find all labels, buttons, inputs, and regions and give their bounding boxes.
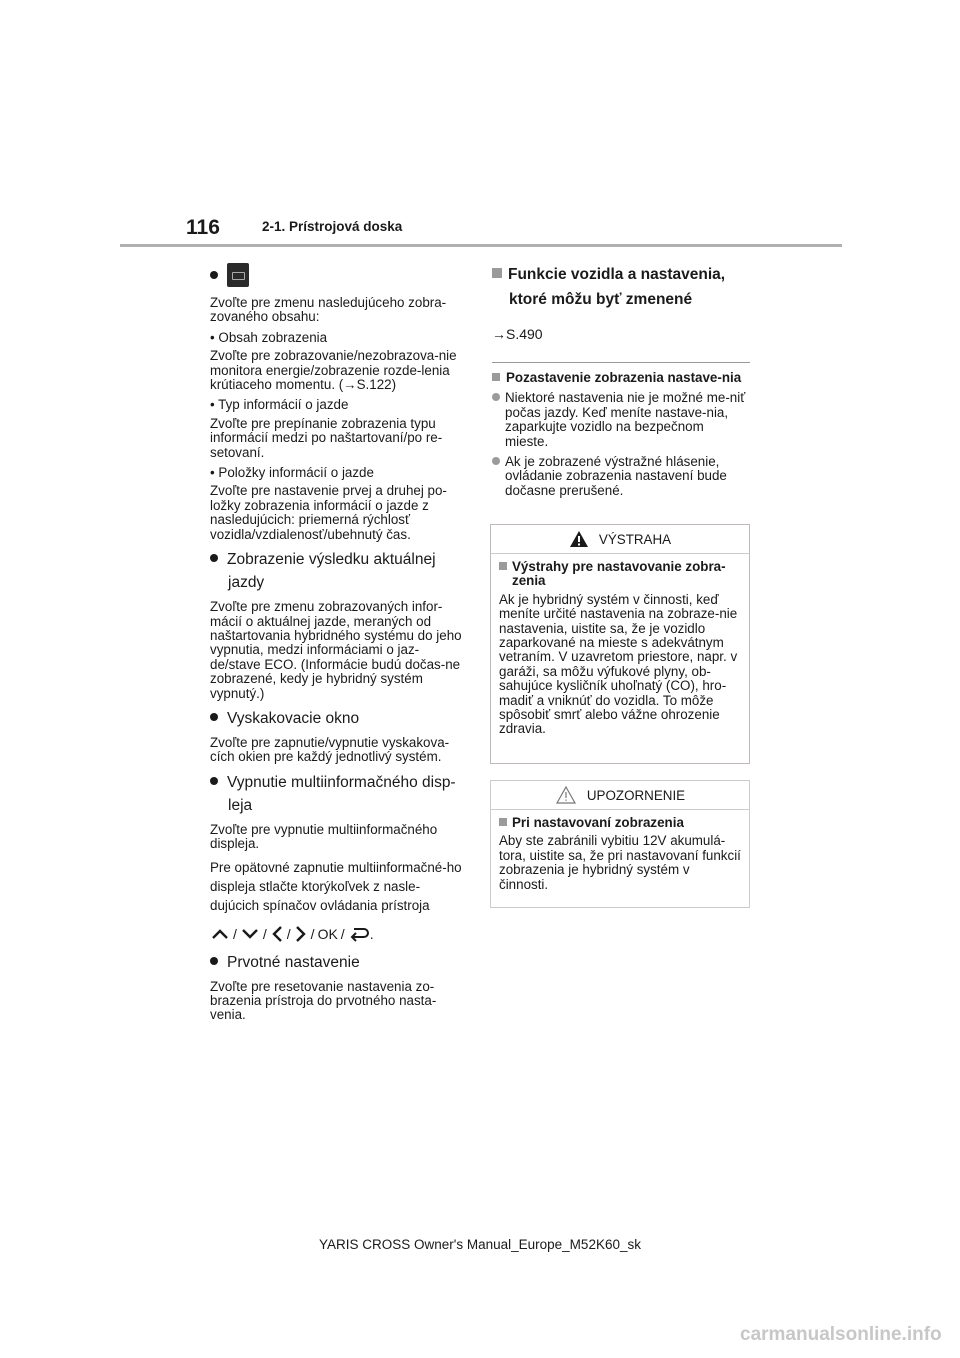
icon-intro-text: Zvoľte pre zmenu nasledujúceho zobra-zovaného obsahu:	[210, 295, 447, 325]
left-chevron-icon	[270, 924, 284, 944]
item-initial-label: Prvotné nastavenie	[227, 953, 360, 971]
sub-item-text: Zvoľte pre zobrazovanie/nezobrazova-nie monitora energie/zobrazenie rozde-lenia krútiaceho momentu. (→S.122)	[210, 348, 457, 393]
page-number: 116	[186, 216, 220, 239]
down-chevron-icon	[240, 927, 260, 941]
caution-text: Aby ste zabránili vybitiu 12V akumulá-tora, uistite sa, že pri nastavovaní funkcií zobrazenia je hybridný systém v činnosti.	[499, 833, 741, 892]
caution-title	[491, 781, 749, 810]
square-bullet	[499, 562, 507, 570]
item-heading	[210, 707, 466, 730]
separator: /	[233, 925, 237, 942]
screen-settings-icon	[227, 263, 249, 287]
square-bullet	[492, 373, 500, 381]
item-heading	[210, 548, 466, 594]
right-chevron-icon	[294, 924, 308, 944]
caution-heading	[499, 816, 742, 830]
footer-text: YARIS CROSS Owner's Manual_Europe_M52K60_sk	[319, 1237, 641, 1252]
chapter-title: 2-1. Prístrojová doska	[262, 219, 403, 234]
pause-bullet-text: Ak je zobrazené výstražné hlásenie, ovládanie zobrazenia nastavení bude dočasne prerušené.	[505, 454, 727, 498]
separator: /	[340, 925, 345, 942]
switch-row	[210, 923, 466, 945]
item-popup-label: Vyskakovacie okno	[227, 709, 360, 727]
warning-text: Ak je hybridný systém v činnosti, keď meníte určité nastavenia na zobraze-nie nastavenia, uistite sa, že je vozidlo zaparkované na mieste s adekvátnym vetraním. V uzavretom priestore, napr. v garáži, sa môžu výfukové plyny, ob-sahujúce kysličník uhoľnatý (CO), hro-madiť a vniknúť do vozidla. To môže spôsobiť smrť alebo vážne ohrozenie zdravia.	[499, 591, 738, 737]
bullet-dot	[210, 713, 218, 721]
display-off-text: Zvoľte pre vypnutie multiinformačného displeja.	[210, 821, 438, 852]
item-display-off-label: Vypnutie multiinformačného disp-leja	[227, 773, 456, 814]
initial-text: Zvoľte pre resetovanie nastavenia zo-brazenia prístroja do prvotného nasta-venia.	[210, 978, 437, 1023]
pause-title: Pozastavenie zobrazenia nastave-nia	[506, 370, 742, 385]
bullet-dot	[210, 777, 218, 785]
warning-label: VÝSTRAHA	[598, 531, 672, 547]
pause-bullet	[492, 391, 750, 449]
ok-switch-label: OK	[317, 925, 338, 942]
caution-label: UPOZORNENIE	[586, 787, 686, 803]
item-result-label: Zobrazenie výsledku aktuálnej jazdy	[227, 551, 436, 592]
sub-item-title: • Typ informácií o jazde	[210, 397, 349, 413]
period: .	[369, 925, 374, 942]
pause-bullet	[492, 455, 750, 498]
warning-heading-text: Výstrahy pre nastavovanie zobra-zenia	[512, 559, 726, 589]
warning-box	[490, 524, 750, 764]
caution-box	[490, 780, 750, 908]
sub-item-title: • Položky informácií o jazde	[210, 465, 374, 481]
pause-bullet-text: Niektoré nastavenia nie je možné me-niť počas jazdy. Keď meníte nastave-nia, zaparkujte vozidlo na bezpečnom mieste.	[505, 390, 746, 449]
up-chevron-icon	[210, 927, 230, 941]
sub-item-text: Zvoľte pre nastavenie prvej a druhej po-ložky zobrazenia informácií o jazde z nasledujúcich: priemerná rýchlosť vozidla/vzdialenosť/ubehnutý čas.	[210, 483, 447, 542]
item-heading	[210, 771, 466, 817]
bullet-dot	[492, 393, 500, 401]
warning-heading	[499, 560, 742, 589]
caution-triangle-icon	[555, 785, 577, 805]
icon-item	[210, 258, 466, 292]
bullet-dot	[210, 554, 218, 562]
result-text: Zvoľte pre zmenu zobrazovaných infor-mácií o aktuálnej jazde, meraných od naštartovania hybridného systému do jeho vypnutia, medzi informáciami o jaz-de/stave ECO. (Informácie budú dočas-ne zobrazené, kedy je hybridný systém vypnutý.)	[210, 599, 462, 701]
section-heading	[492, 262, 750, 312]
header-divider	[120, 244, 842, 247]
caution-heading-text: Pri nastavovaní zobrazenia	[512, 815, 684, 830]
warning-triangle-icon	[569, 530, 589, 548]
section-divider	[492, 362, 750, 363]
item-heading	[210, 951, 466, 974]
square-bullet	[499, 818, 507, 826]
bullet-dot	[210, 957, 218, 965]
section-title: Funkcie vozidla a nastavenia, ktoré môžu byť zmenené	[508, 266, 726, 308]
reenable-text: Pre opätovné zapnutie multiinformačné-ho displeja stlačte ktorýkoľvek z nasle-dujúcich spínačov ovládania prístroja	[210, 859, 462, 913]
square-bullet	[492, 268, 502, 278]
bullet-dot	[492, 457, 500, 465]
watermark: carmanualsonline.info	[740, 1324, 942, 1345]
pause-heading	[492, 371, 750, 385]
separator: /	[310, 925, 315, 942]
separator: /	[262, 925, 267, 942]
left-column	[210, 258, 466, 1023]
bullet-dot	[210, 271, 218, 279]
right-column	[492, 262, 750, 498]
section-ref: →S.490	[492, 326, 543, 342]
back-arrow-icon	[348, 926, 370, 942]
sub-item-text: Zvoľte pre prepínanie zobrazenia typu informácií medzi po naštartovaní/po re-setovaní.	[210, 415, 443, 460]
popup-text: Zvoľte pre zapnutie/vypnutie vyskakova-cích okien pre každý jednotlivý systém.	[210, 734, 450, 765]
sub-item-title: • Obsah zobrazenia	[210, 329, 328, 345]
warning-title	[491, 525, 749, 554]
separator: /	[286, 925, 291, 942]
